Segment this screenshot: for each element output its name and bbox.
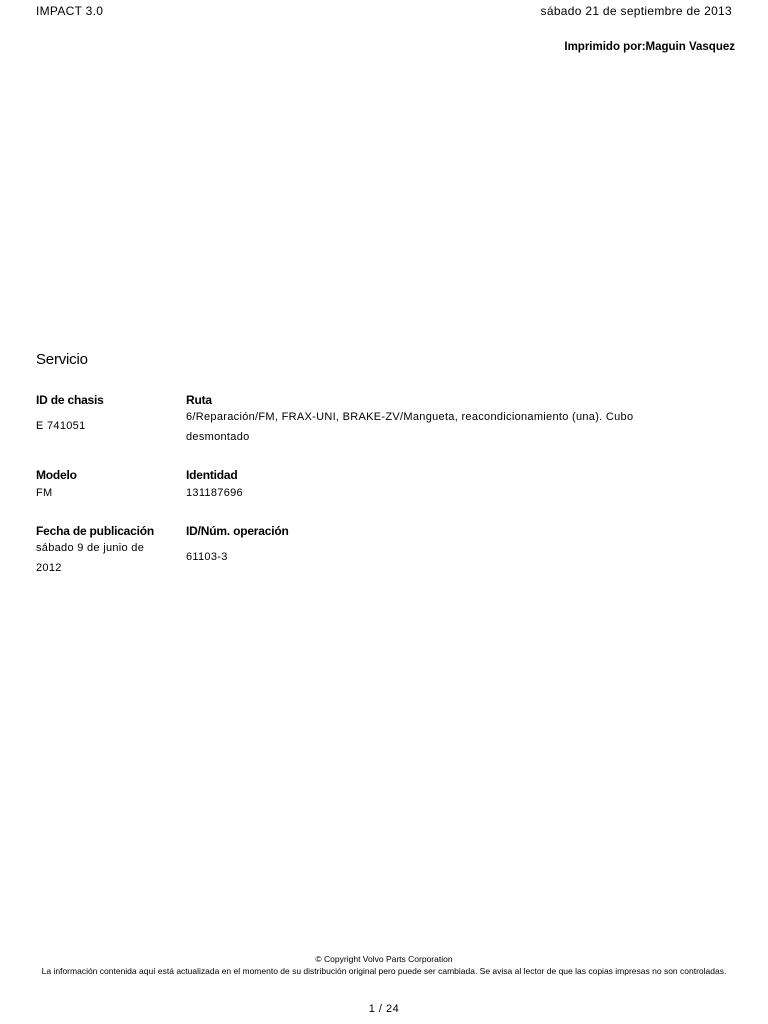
identity-value: 131187696 bbox=[186, 487, 243, 499]
publication-date-line2: 2012 bbox=[36, 562, 62, 574]
route-value-line2: desmontado bbox=[186, 431, 250, 443]
printed-by: Imprimido por:Maguin Vasquez bbox=[564, 41, 735, 53]
section-title: Servicio bbox=[36, 351, 88, 368]
model-value: FM bbox=[36, 487, 53, 499]
print-date: sábado 21 de septiembre de 2013 bbox=[540, 4, 732, 18]
chassis-id-value: E 741051 bbox=[36, 420, 86, 432]
disclaimer: La información contenida aquí está actualizada en el momento de su distribución original pero puede ser cambiada. Se avisa al lector de que las copias impresas no son controladas. bbox=[41, 966, 727, 976]
identity-label: Identidad bbox=[186, 468, 238, 482]
chassis-id-label: ID de chasis bbox=[36, 393, 104, 407]
publication-date-line1: sábado 9 de junio de bbox=[36, 542, 145, 554]
copyright-notice: © Copyright Volvo Parts Corporation bbox=[315, 954, 453, 964]
model-label: Modelo bbox=[36, 468, 77, 482]
app-name: IMPACT 3.0 bbox=[36, 4, 104, 18]
page-number: 1 / 24 bbox=[368, 1003, 400, 1015]
route-value-line1: 6/Reparación/FM, FRAX-UNI, BRAKE-ZV/Mangueta, reacondicionamiento (una). Cubo bbox=[186, 411, 634, 423]
operation-id-label: ID/Núm. operación bbox=[186, 524, 289, 538]
route-label: Ruta bbox=[186, 393, 212, 407]
publication-date-label: Fecha de publicación bbox=[36, 524, 155, 538]
operation-id-value: 61103-3 bbox=[186, 551, 228, 563]
